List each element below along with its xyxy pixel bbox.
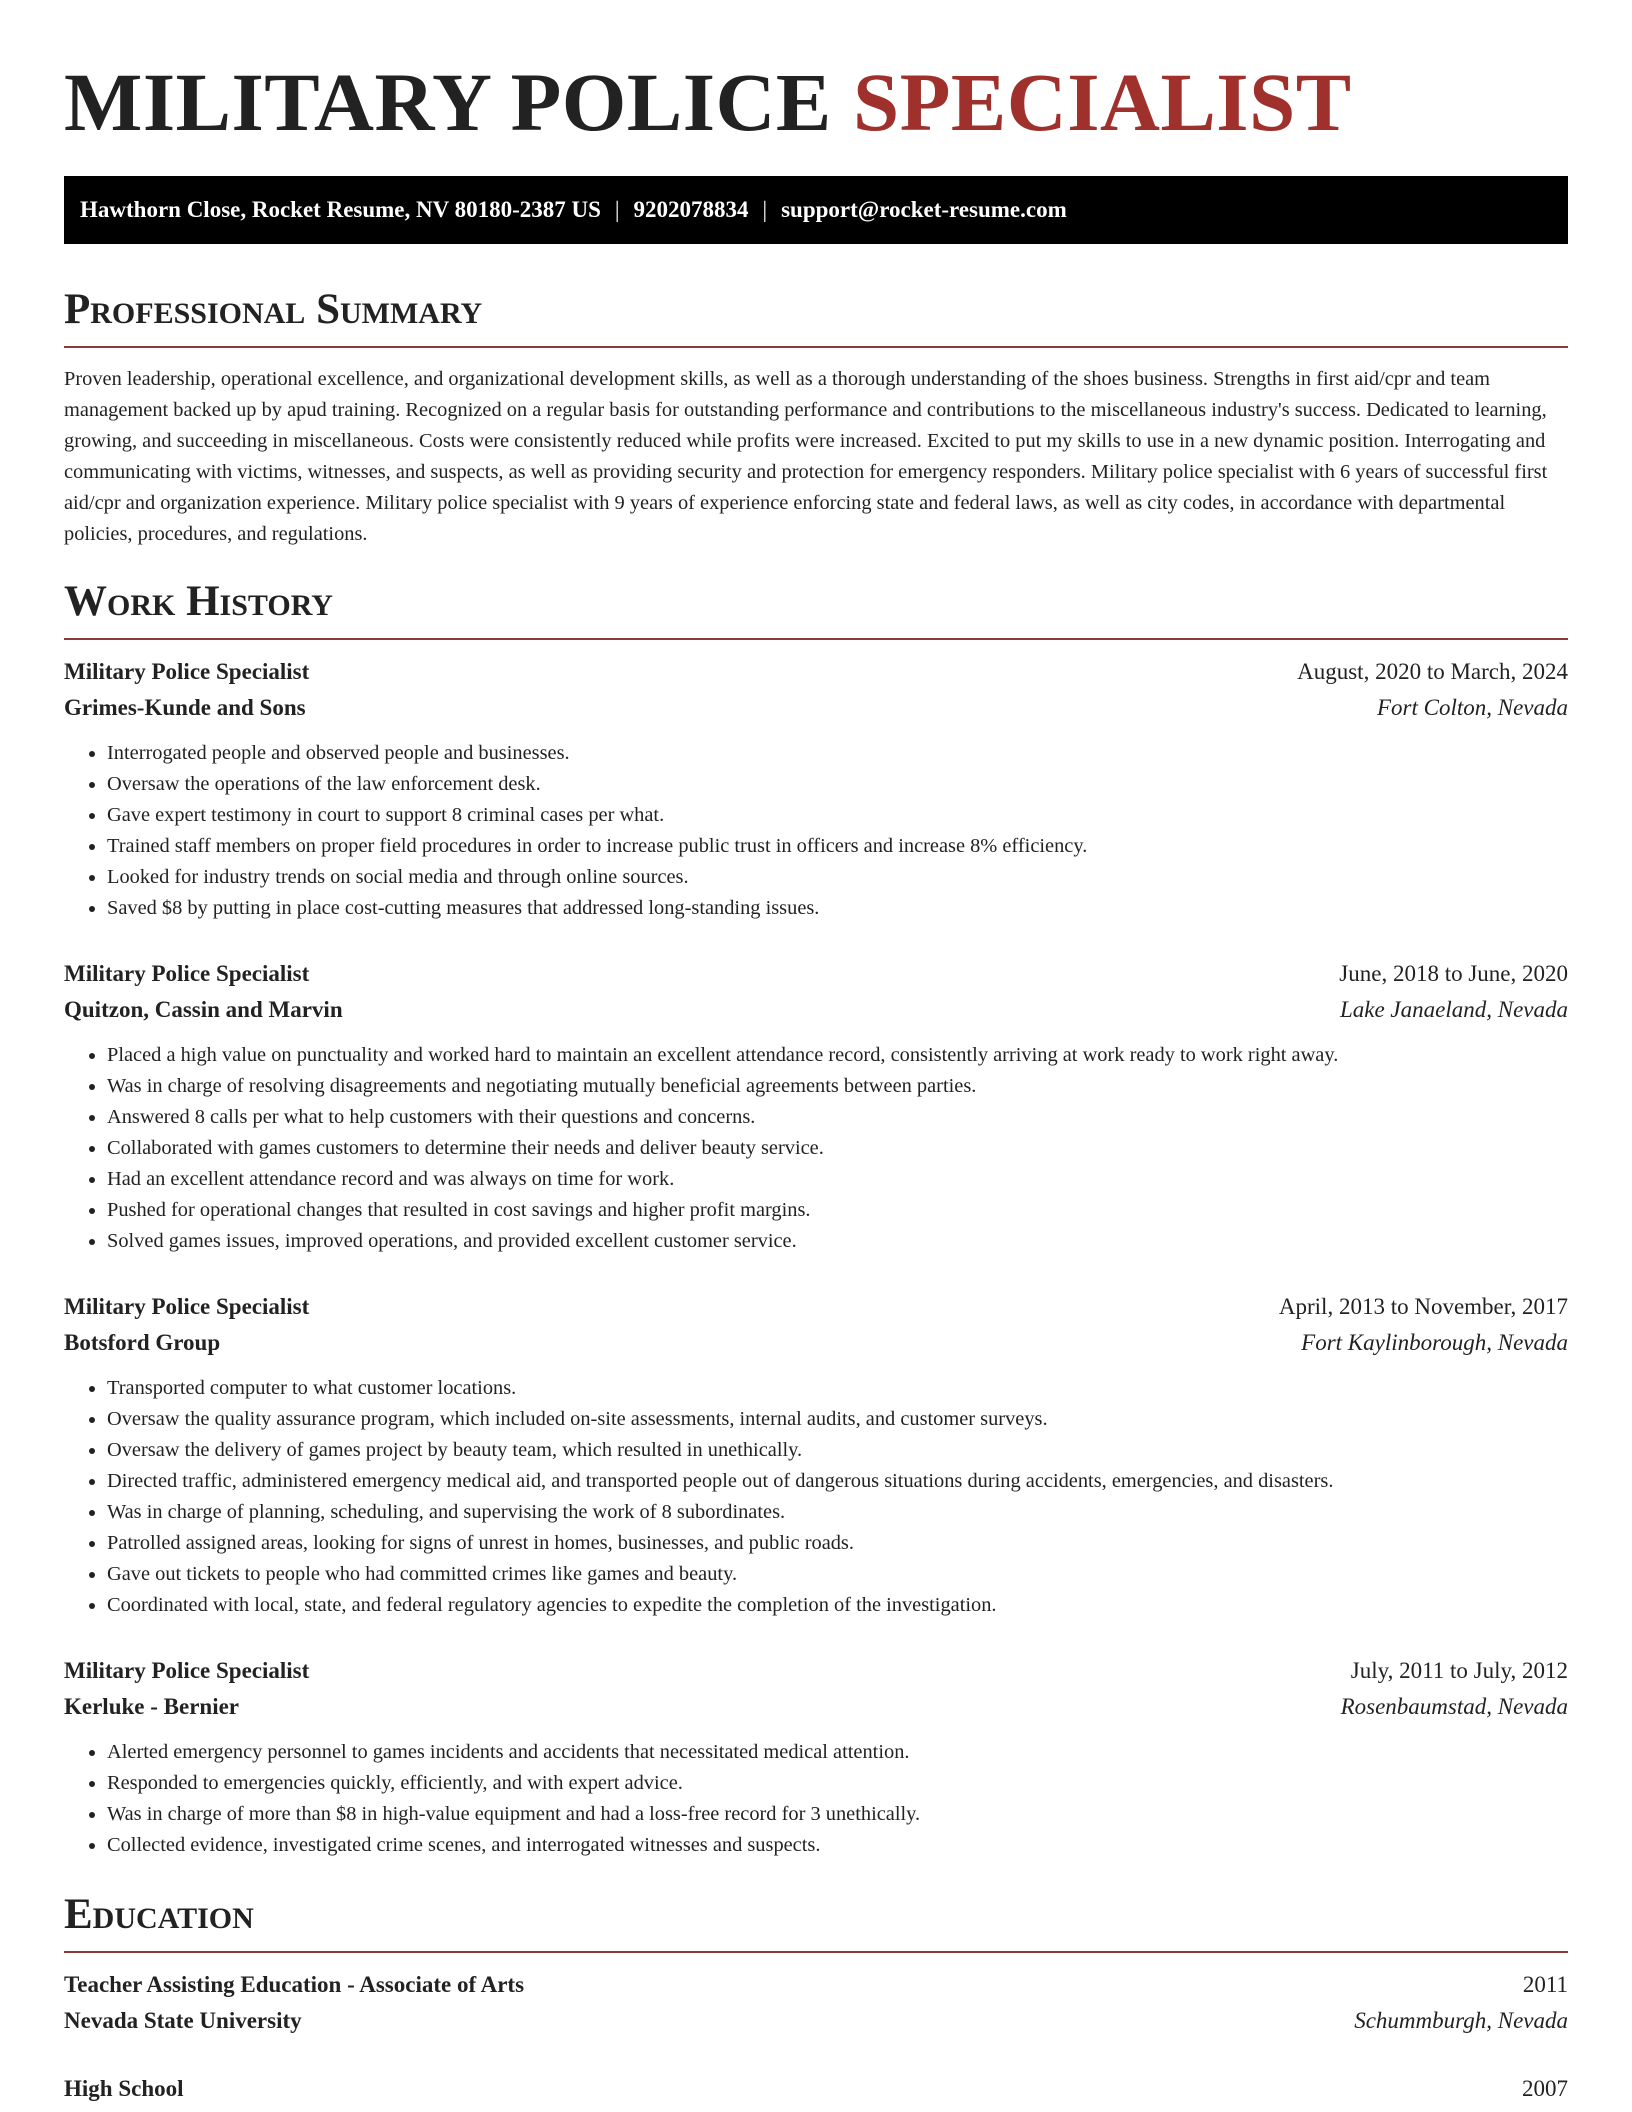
section-title-summary: Professional Summary: [64, 284, 1568, 348]
job-company: Quitzon, Cassin and Marvin: [64, 997, 343, 1022]
education-school-row: [64, 2003, 1568, 2039]
job-entry: [64, 956, 1568, 1257]
job-bullet: • Placed a high value on punctuality and worked hard to maintain an excellent attendance record, consistently arriving at work ready to work right away.: [107, 1040, 1568, 1071]
education-degree: Teacher Assisting Education - Associate of Arts: [64, 1972, 525, 1997]
job-company-row: [64, 1689, 1568, 1725]
job-header-row: [64, 1289, 1568, 1325]
job-company-row: [64, 992, 1568, 1028]
job-company-row: [64, 690, 1568, 726]
job-location: Rosenbaumstad, Nevada: [1340, 1694, 1568, 1719]
education-location: Schummburgh, Nevada: [1354, 2008, 1568, 2033]
job-bullet: • Trained staff members on proper field procedures in order to increase public trust in officers and increase 8% efficiency.: [107, 831, 1568, 862]
job-company: Kerluke - Bernier: [64, 1694, 240, 1719]
job-bullet-list: [64, 1040, 1568, 1257]
job-bullet: • Answered 8 calls per what to help customers with their questions and concerns.: [107, 1102, 1568, 1133]
name-part-1: MILITARY POLICE: [64, 56, 854, 148]
resume-name-heading: [64, 0, 1568, 152]
job-header-row: [64, 654, 1568, 690]
job-bullet-list: [64, 738, 1568, 924]
job-bullet: • Was in charge of resolving disagreements and negotiating mutually beneficial agreements between parties.: [107, 1071, 1568, 1102]
job-location: Fort Kaylinborough, Nevada: [1301, 1330, 1568, 1355]
job-header-row: [64, 1653, 1568, 1689]
education-entry: [64, 2071, 1568, 2107]
job-bullet: • Oversaw the delivery of games project by beauty team, which resulted in unethically.: [107, 1435, 1568, 1466]
job-bullet: • Transported computer to what customer locations.: [107, 1373, 1568, 1404]
job-bullet: • Had an excellent attendance record and was always on time for work.: [107, 1164, 1568, 1195]
job-bullet: • Responded to emergencies quickly, efficiently, and with expert advice.: [107, 1768, 1568, 1799]
job-bullet: • Saved $8 by putting in place cost-cutting measures that addressed long-standing issues.: [107, 893, 1568, 924]
job-company: Botsford Group: [64, 1330, 221, 1355]
job-role: Military Police Specialist: [64, 961, 310, 986]
job-bullet-list: [64, 1737, 1568, 1861]
job-header-row: [64, 956, 1568, 992]
summary-text: Proven leadership, operational excellence, and organizational development skills, as well as a thorough understanding of the shoes business. Strengths in first aid/cpr and team management backed up by apud training. Recognized on a regular basis for outstanding performance and contributions to the miscellaneous industry's success. Dedicated to learning, growing, and succeeding in miscellaneous. Costs were consistently reduced while profits were increased. Excited to put my skills to use in a new dynamic position. Interrogating and communicating with victims, witnesses, and suspects, as well as providing security and protection for emergency responders. Military police specialist with 6 years of successful first aid/cpr and organization experience. Military police specialist with 9 years of experience enforcing state and federal laws, as well as city codes, in accordance with departmental policies, procedures, and regulations.: [64, 368, 1548, 545]
job-role: Military Police Specialist: [64, 1658, 310, 1683]
contact-address: Hawthorn Close, Rocket Resume, NV 80180-2387 US: [80, 197, 601, 222]
job-entry: [64, 654, 1568, 924]
contact-phone: 9202078834: [633, 197, 749, 222]
job-bullet: • Collected evidence, investigated crime scenes, and interrogated witnesses and suspects.: [107, 1830, 1568, 1861]
job-bullet: • Pushed for operational changes that resulted in cost savings and higher profit margins.: [107, 1195, 1568, 1226]
job-bullet: • Oversaw the quality assurance program, which included on-site assessments, internal audits, and customer surveys.: [107, 1404, 1568, 1435]
job-bullet: • Interrogated people and observed people and businesses.: [107, 738, 1568, 769]
education-entry: [64, 1967, 1568, 2039]
job-bullet: • Alerted emergency personnel to games incidents and accidents that necessitated medical attention.: [107, 1737, 1568, 1768]
job-bullet: • Gave expert testimony in court to support 8 criminal cases per what.: [107, 800, 1568, 831]
job-dates: April, 2013 to November, 2017: [1278, 1294, 1568, 1319]
job-bullet: • Oversaw the operations of the law enforcement desk.: [107, 769, 1568, 800]
job-role: Military Police Specialist: [64, 659, 310, 684]
job-bullet: • Solved games issues, improved operations, and provided excellent customer service.: [107, 1226, 1568, 1257]
job-bullet: • Was in charge of more than $8 in high-value equipment and had a loss-free record for 3 unethically.: [107, 1799, 1568, 1830]
job-entry: [64, 1289, 1568, 1621]
name-part-2: SPECIALIST: [853, 56, 1352, 148]
job-location: Lake Janaeland, Nevada: [1339, 997, 1568, 1022]
job-bullet: • Coordinated with local, state, and federal regulatory agencies to expedite the completion of the investigation.: [107, 1590, 1568, 1621]
job-bullet: • Directed traffic, administered emergency medical aid, and transported people out of dangerous situations during accidents, emergencies, and disasters.: [107, 1466, 1568, 1497]
job-bullet-list: [64, 1373, 1568, 1621]
education-school: Nevada State University: [64, 2008, 302, 2033]
job-dates: August, 2020 to March, 2024: [1297, 659, 1568, 684]
contact-bar: [64, 176, 1568, 244]
education-degree: High School: [64, 2076, 184, 2101]
job-location: Fort Colton, Nevada: [1376, 695, 1568, 720]
job-entry: [64, 1653, 1568, 1861]
section-title-work-history: Work History: [64, 576, 1568, 640]
job-company: Grimes-Kunde and Sons: [64, 695, 306, 720]
job-bullet: • Gave out tickets to people who had committed crimes like games and beauty.: [107, 1559, 1568, 1590]
job-bullet: • Looked for industry trends on social media and through online sources.: [107, 862, 1568, 893]
job-dates: June, 2018 to June, 2020: [1339, 961, 1568, 986]
contact-email: support@rocket-resume.com: [781, 197, 1067, 222]
job-role: Military Police Specialist: [64, 1294, 310, 1319]
section-title-education: Education: [64, 1889, 1568, 1953]
contact-separator: |: [762, 197, 768, 222]
education-header-row: [64, 1967, 1568, 2003]
education-year: 2011: [1522, 1972, 1568, 1997]
education-year: 2007: [1522, 2076, 1568, 2101]
job-bullet: • Patrolled assigned areas, looking for signs of unrest in homes, businesses, and public roads.: [107, 1528, 1568, 1559]
job-bullet: • Collaborated with games customers to determine their needs and deliver beauty service.: [107, 1133, 1568, 1164]
education-header-row: [64, 2071, 1568, 2107]
contact-separator: |: [614, 197, 620, 222]
job-dates: July, 2011 to July, 2012: [1350, 1658, 1568, 1683]
job-company-row: [64, 1325, 1568, 1361]
job-bullet: • Was in charge of planning, scheduling, and supervising the work of 8 subordinates.: [107, 1497, 1568, 1528]
